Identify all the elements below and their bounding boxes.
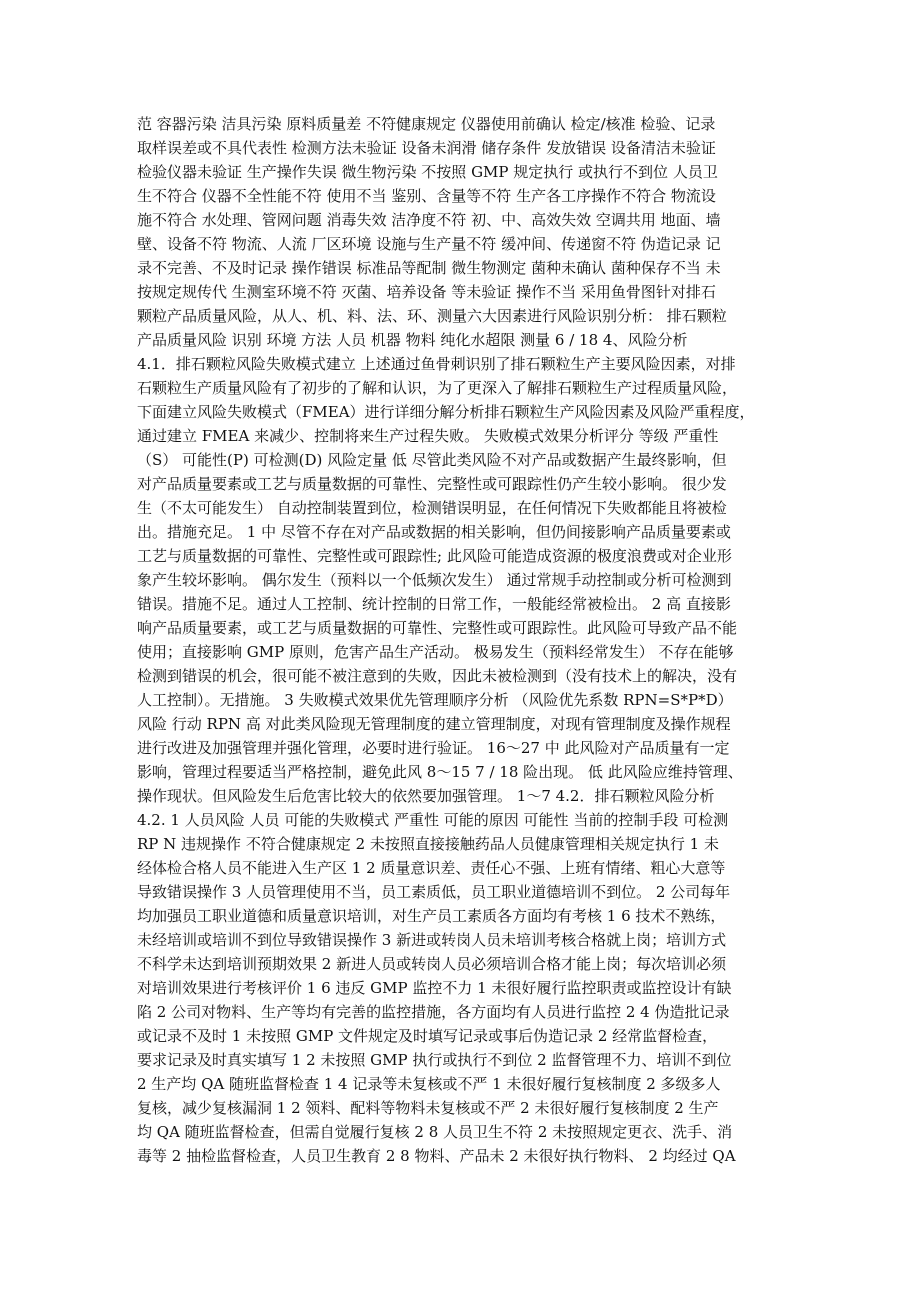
- text-line: 按规定规传代 生测室环境不符 灭菌、培养设备 等未验证 操作不当 采用鱼骨图针对排石: [137, 283, 716, 301]
- text-line: 4.2. 1 人员风险 人员 可能的失败模式 严重性 可能的原因 可能性 当前的控制手段 可检测: [137, 811, 729, 829]
- text-line: 石颗粒生产质量风险有了初步的了解和认识，为了更深入了解排石颗粒生产过程质量风险，: [137, 379, 738, 397]
- text-line: 响产品质量要素，或工艺与质量数据的可靠性、完整性或可跟踪性。此风险可导致产品不能: [137, 619, 738, 637]
- text-line: 毒等 2 抽检监督检查，人员卫生教育 2 8 物料、产品未 2 未很好执行物料、 2 均经过 QA: [137, 1147, 736, 1165]
- text-line: 颗粒产品质量风险，从人、机、料、法、环、测量六大因素进行风险识别分析： 排石颗粒: [137, 307, 727, 325]
- text-line: 陷 2 公司对物料、生产等均有完善的监控措施，各方面均有人员进行监控 2 4 伪造批记录: [137, 1003, 730, 1021]
- text-line: 要求记录及时真实填写 1 2 未按照 GMP 执行或执行不到位 2 监督管理不力、培训不到位: [137, 1051, 732, 1069]
- document-body-text: [137, 112, 797, 1168]
- text-line: 录不完善、不及时记录 操作错误 标准品等配制 微生物测定 菌种未确认 菌种保存不当 未: [137, 259, 721, 277]
- text-line: 操作现状。但风险发生后危害比较大的依然要加强管理。 1～7 4.2．排石颗粒风险分析: [137, 787, 715, 805]
- text-line: RP N 违规操作 不符合健康规定 2 未按照直接接触药品人员健康管理相关规定执行 1 未: [137, 835, 719, 853]
- text-line: 对培训效果进行考核评价 1 6 违反 GMP 监控不力 1 未很好履行监控职责或监控设计有缺: [137, 979, 732, 997]
- text-line: 错误。措施不足。通过人工控制、统计控制的日常工作，一般能经常被检出。 2 高 直接影: [137, 595, 731, 613]
- text-line: 均 QA 随班监督检查，但需自觉履行复核 2 8 人员卫生不符 2 未按照规定更衣、洗手、消: [137, 1123, 733, 1141]
- text-line: （S） 可能性(P) 可检测(D) 风险定量 低 尽管此类风险不对产品或数据产生最终影响，但: [137, 451, 727, 469]
- text-line: 检验仪器未验证 生产操作失误 微生物污染 不按照 GMP 规定执行 或执行不到位 人员卫: [137, 163, 718, 181]
- text-line: 下面建立风险失败模式（FMEA）进行详细分解分析排石颗粒生产风险因素及风险严重程度，: [137, 403, 755, 421]
- text-line: 壁、设备不符 物流、人流 厂区环境 设施与生产量不符 缓冲间、传递窗不符 伪造记录 记: [137, 235, 721, 253]
- text-line: 取样误差或不具代表性 检测方法未验证 设备未润滑 储存条件 发放错误 设备清洁未验证: [137, 139, 716, 157]
- text-line: 施不符合 水处理、管网问题 消毒失效 洁净度不符 初、中、高效失效 空调共用 地面、墙: [137, 211, 721, 229]
- text-line: 范 容器污染 洁具污染 原料质量差 不符健康规定 仪器使用前确认 检定/核准 检验、记录: [137, 115, 716, 133]
- text-line: 2 生产均 QA 随班监督检查 1 4 记录等未复核或不严 1 未很好履行复核制度 2 多级多人: [137, 1075, 721, 1093]
- text-line: 对产品质量要素或工艺与质量数据的可靠性、完整性或可跟踪性仍产生较小影响。 很少发: [137, 475, 727, 493]
- text-line: 或记录不及时 1 未按照 GMP 文件规定及时填写记录或事后伪造记录 2 经常监督检查，: [137, 1027, 718, 1045]
- text-line: 导致错误操作 3 人员管理使用不当，员工素质低，员工职业道德培训不到位。 2 公司每年: [137, 883, 731, 901]
- text-line: 均加强员工职业道德和质量意识培训，对生产员工素质各方面均有考核 1 6 技术不熟练，: [137, 907, 726, 925]
- text-line: 出。措施充足。 1 中 尽管不存在对产品或数据的相关影响，但仍间接影响产品质量要素或: [137, 523, 731, 541]
- text-line: 生不符合 仪器不全性能不符 使用不当 鉴别、含量等不符 生产各工序操作不符合 物流设: [137, 187, 716, 205]
- text-line: 进行改进及加强管理并强化管理，必要时进行验证。 16～27 中 此风险对产品质量有一定: [137, 739, 730, 757]
- text-line: 象产生较坏影响。 偶尔发生（预料以一个低频次发生） 通过常规手动控制或分析可检测到: [137, 571, 732, 589]
- text-line: 产品质量风险 识别 环境 方法 人员 机器 物料 纯化水超限 测量 6 / 18 4、风险分析: [137, 331, 688, 349]
- text-line: 影响，管理过程要适当严格控制，避免此风 8～15 7 / 18 险出现。 低 此风险应维持管理、: [137, 763, 743, 781]
- text-line: 生（不太可能发生） 自动控制装置到位，检测错误明显，在任何情况下失败都能且将被检: [137, 499, 727, 517]
- text-line: 未经培训或培训不到位导致错误操作 3 新进或转岗人员未培训考核合格就上岗；培训方式: [137, 931, 727, 949]
- text-line: 通过建立 FMEA 来减少、控制将来生产过程失败。 失败模式效果分析评分 等级 严重性: [137, 427, 719, 445]
- text-line: 不科学未达到培训预期效果 2 新进人员或转岗人员必须培训合格才能上岗；每次培训必须: [137, 955, 727, 973]
- text-line: 工艺与质量数据的可靠性、完整性或可跟踪性; 此风险可能造成资源的极度浪费或对企业形: [137, 547, 732, 565]
- text-line: 人工控制）。无措施。 3 失败模式效果优先管理顺序分析 （风险优先系数 RPN=S*P*D）: [137, 691, 733, 709]
- text-line: 风险 行动 RPN 高 对此类风险现无管理制度的建立管理制度，对现有管理制度及操作规程: [137, 715, 731, 733]
- text-line: 经体检合格人员不能进入生产区 1 2 质量意识差、责任心不强、上班有情绪、粗心大意等: [137, 859, 726, 877]
- text-line: 4.1．排石颗粒风险失败模式建立 上述通过鱼骨刺识别了排石颗粒生产主要风险因素，对排: [137, 355, 736, 373]
- text-line: 复核，减少复核漏洞 1 2 领料、配料等物料未复核或不严 2 未很好履行复核制度 2 生产: [137, 1099, 719, 1117]
- text-line: 使用；直接影响 GMP 原则，危害产品生产活动。 极易发生（预料经常发生） 不存在能够: [137, 643, 734, 661]
- text-line: 检测到错误的机会，很可能不被注意到的失败，因此未被检测到（没有技术上的解决，没有: [137, 667, 738, 685]
